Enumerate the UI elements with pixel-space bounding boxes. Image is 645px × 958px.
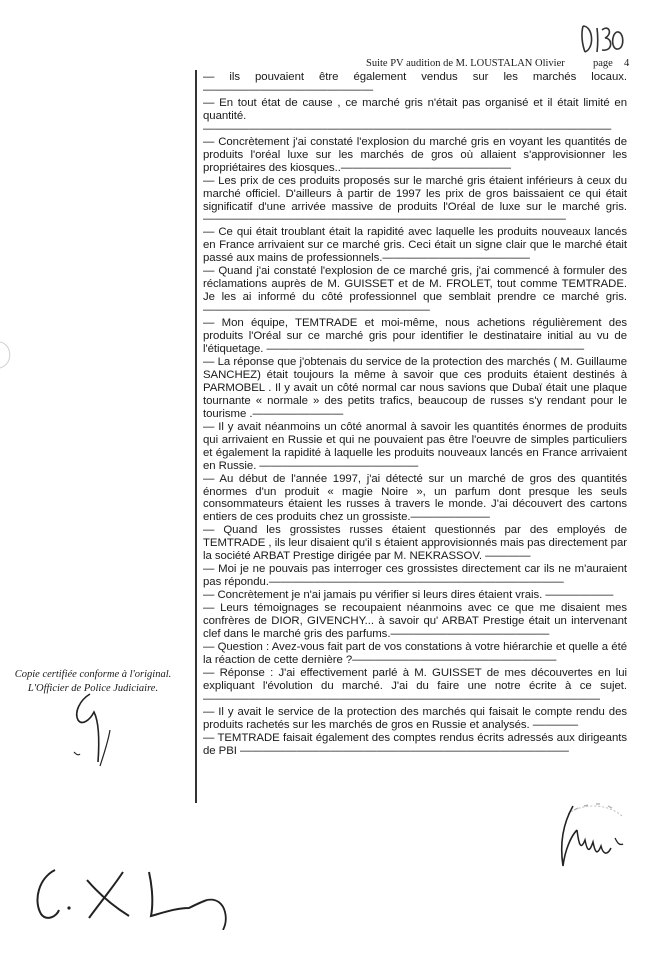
paragraph: — TEMTRADE faisait également des comptes rendus écrits adressés aux dirigeants de PBI —————————————————————————————: [203, 731, 627, 757]
paragraph: — En tout état de cause , ce marché gris n'était pas organisé et il était limité en quantité.————————————————————————————————————: [203, 96, 627, 135]
paragraph: — Au début de l'année 1997, j'ai détecté sur un marché de gros des quantités énormes d'un produit « magie Noire », un parfum dont presque les seuls consommateurs étaient les russes à travers le monde. J'ai découvert des cartons entiers de ces produits chez un grossiste.———————: [203, 472, 627, 524]
certification-line: Copie certifiée conforme à l'original.: [14, 669, 172, 680]
paragraph: — Moi je ne pouvais pas interroger ces grossistes directement car ils ne m'auraient pas répondu.——————————————————————————: [203, 563, 627, 589]
punch-hole-mark: [0, 340, 20, 370]
paragraph: — Concrètement je n'ai jamais pu vérifier si leurs dires étaient vrais. ——————: [203, 589, 614, 602]
certification-line: L'Officier de Police Judiciaire.: [27, 683, 159, 694]
page-label: page: [593, 58, 613, 69]
statement-body: [199, 71, 627, 806]
paragraph: — Quand j'ai constaté l'explosion de ce marché gris, j'ai commencé à formuler des réclamations auprès de M. GUISSET et de M. FROLET, tout comme TEMTRADE. Je les ai informé du côté professionnel que semblait prendre ce marché gris. ————————————————————: [203, 265, 627, 317]
paragraph: — Ce qui était troublant était la rapidité avec laquelle les produits nouveaux lancés en France arrivaient sur ce marché gris. Ceci était un signe clair que le marché était passé aux mains de professionnels.—————————————: [203, 226, 627, 265]
paragraph: — Concrètement j'ai constaté l'explosion du marché gris en voyant les quantités de produits l'oréal luxe sur les marchés de gros où allaient s'approvisionner les propriétaires des kiosques..———————————————: [203, 135, 627, 174]
paragraph: — La réponse que j'obtenais du service de la protection des marchés ( M. Guillaume SANCHEZ) était toujours la même à savoir que ces produits étaient destinés à PARMOBEL . Il y avait un côté normal car nous savions que Dubaï était une plaque tournante « normale » des petits trafics, beaucoup de russes s'y rendant pour le tourisme .————————: [203, 355, 627, 420]
margin-rule: [195, 70, 197, 803]
page-number: 4: [624, 58, 630, 69]
paragraph: — Quand les grossistes russes étaient questionnés par des employés de TEMTRADE , ils leur disaient qu'il s étaient approvisionnés mais pas directement par la société ARBAT Prestige dirigée par M. NEKRASSOV. ————: [203, 524, 627, 563]
header-title: Suite PV audition de M. LOUSTALAN Olivier: [366, 58, 565, 69]
paragraph: — Mon équipe, TEMTRADE et moi-même, nous achetions régulièrement des produits l'Oréal sur ce marché gris pour identifier le destinataire initial au vu de l'étiquetage. ————————————————————————————: [203, 317, 627, 356]
paragraph-list: [203, 71, 627, 758]
paragraph: — Les prix de ces produits proposés sur le marché gris étaient inférieurs à ceux du marché officiel. D'ailleurs à partir de 1997 les prix de gros baissaient ce qui était significatif d'une arrivée massive de produits l'Oréal de luxe sur le marché gris.————————————————————————————————: [203, 174, 627, 226]
initials-signature: [545, 800, 635, 875]
document-header: [366, 56, 636, 72]
officer-signature: [60, 690, 130, 770]
large-signature: [25, 850, 250, 930]
handwritten-page-number: [577, 20, 627, 60]
paragraph: — Réponse : J'ai effectivement parlé à M. GUISSET de mes découvertes en lui expliquant l'évolution du marché. J'ai du faire une notre écrite à ce sujet.———————————————————————————————————: [203, 666, 627, 705]
paragraph: — Il y avait néanmoins un côté anormal à savoir les quantités énormes de produits qui arrivaient en Russie et qui ne pouvaient pas être l'oeuvre de simples particuliers et également la rapidité à laquelle les produits nouveaux lancés en France arrivaient en Russie. ——————————————: [203, 420, 627, 472]
paragraph: — Leurs témoignages se recoupaient néanmoins avec ce que me disaient mes confrères de DIOR, GIVENCHY... à savoir qu' ARBAT Prestige était un intervenant clef dans le marché gris des parfums.——————————————: [203, 602, 627, 640]
paragraph: — Question : Avez-vous fait part de vos constations à votre hiérarchie et quelle a été la réaction de cette dernière ?——————————————————: [203, 640, 627, 666]
paragraph: — Il y avait le service de la protection des marchés qui faisait le compte rendu des produits rachetés sur les marchés de gros en Russie et analysés. ————: [203, 705, 627, 731]
paragraph: — ils pouvaient être également vendus sur les marchés locaux. ———————————————: [203, 71, 627, 96]
